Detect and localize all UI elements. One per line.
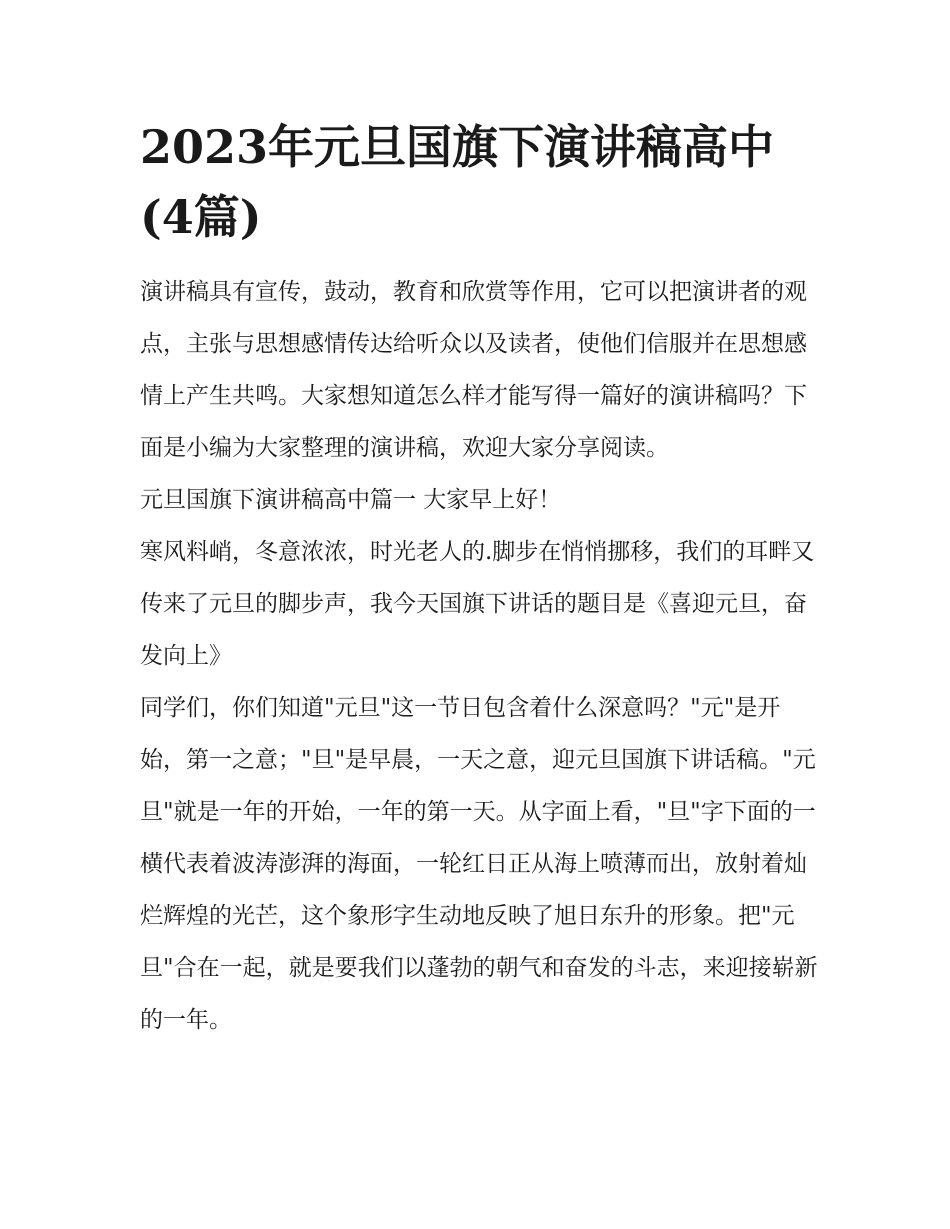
intro-paragraph: 演讲稿具有宣传，鼓动，教育和欣赏等作用，它可以把演讲者的观点，主张与思想感情传达给听众以及读者，使他们信服并在思想感情上产生共鸣。大家想知道怎么样才能写得一篇好的演讲稿吗？下面是小编为大家整理的演讲稿，欢迎大家分享阅读。 <box>140 279 807 461</box>
body-paragraph: 寒风料峭，冬意浓浓，时光老人的.脚步在悄悄挪移，我们的耳畔又传来了元旦的脚步声，我今天国旗下讲话的题目是《喜迎元旦，奋发向上》 <box>140 539 815 669</box>
body-paragraph: 同学们，你们知道"元旦"这一节日包含着什么深意吗？"元"是开始，第一之意；"旦"是早晨，一天之意，迎元旦国旗下讲话稿。"元旦"就是一年的开始，一年的第一天。从字面上看，"旦"字下面的一横代表着波涛澎湃的海面，一轮红日正从海上喷薄而出，放射着灿烂辉煌的光芒，这个象形字生动地反映了旭日东升的形象。把"元旦"合在一起，就是要我们以蓬勃的朝气和奋发的斗志，来迎接崭新的一年。 <box>140 695 818 1033</box>
document-page <box>140 112 820 1046</box>
section-heading-paragraph: 元旦国旗下演讲稿高中篇一 大家早上好！ <box>140 487 562 513</box>
document-title: 2023年元旦国旗下演讲稿高中(4篇) <box>140 120 775 244</box>
